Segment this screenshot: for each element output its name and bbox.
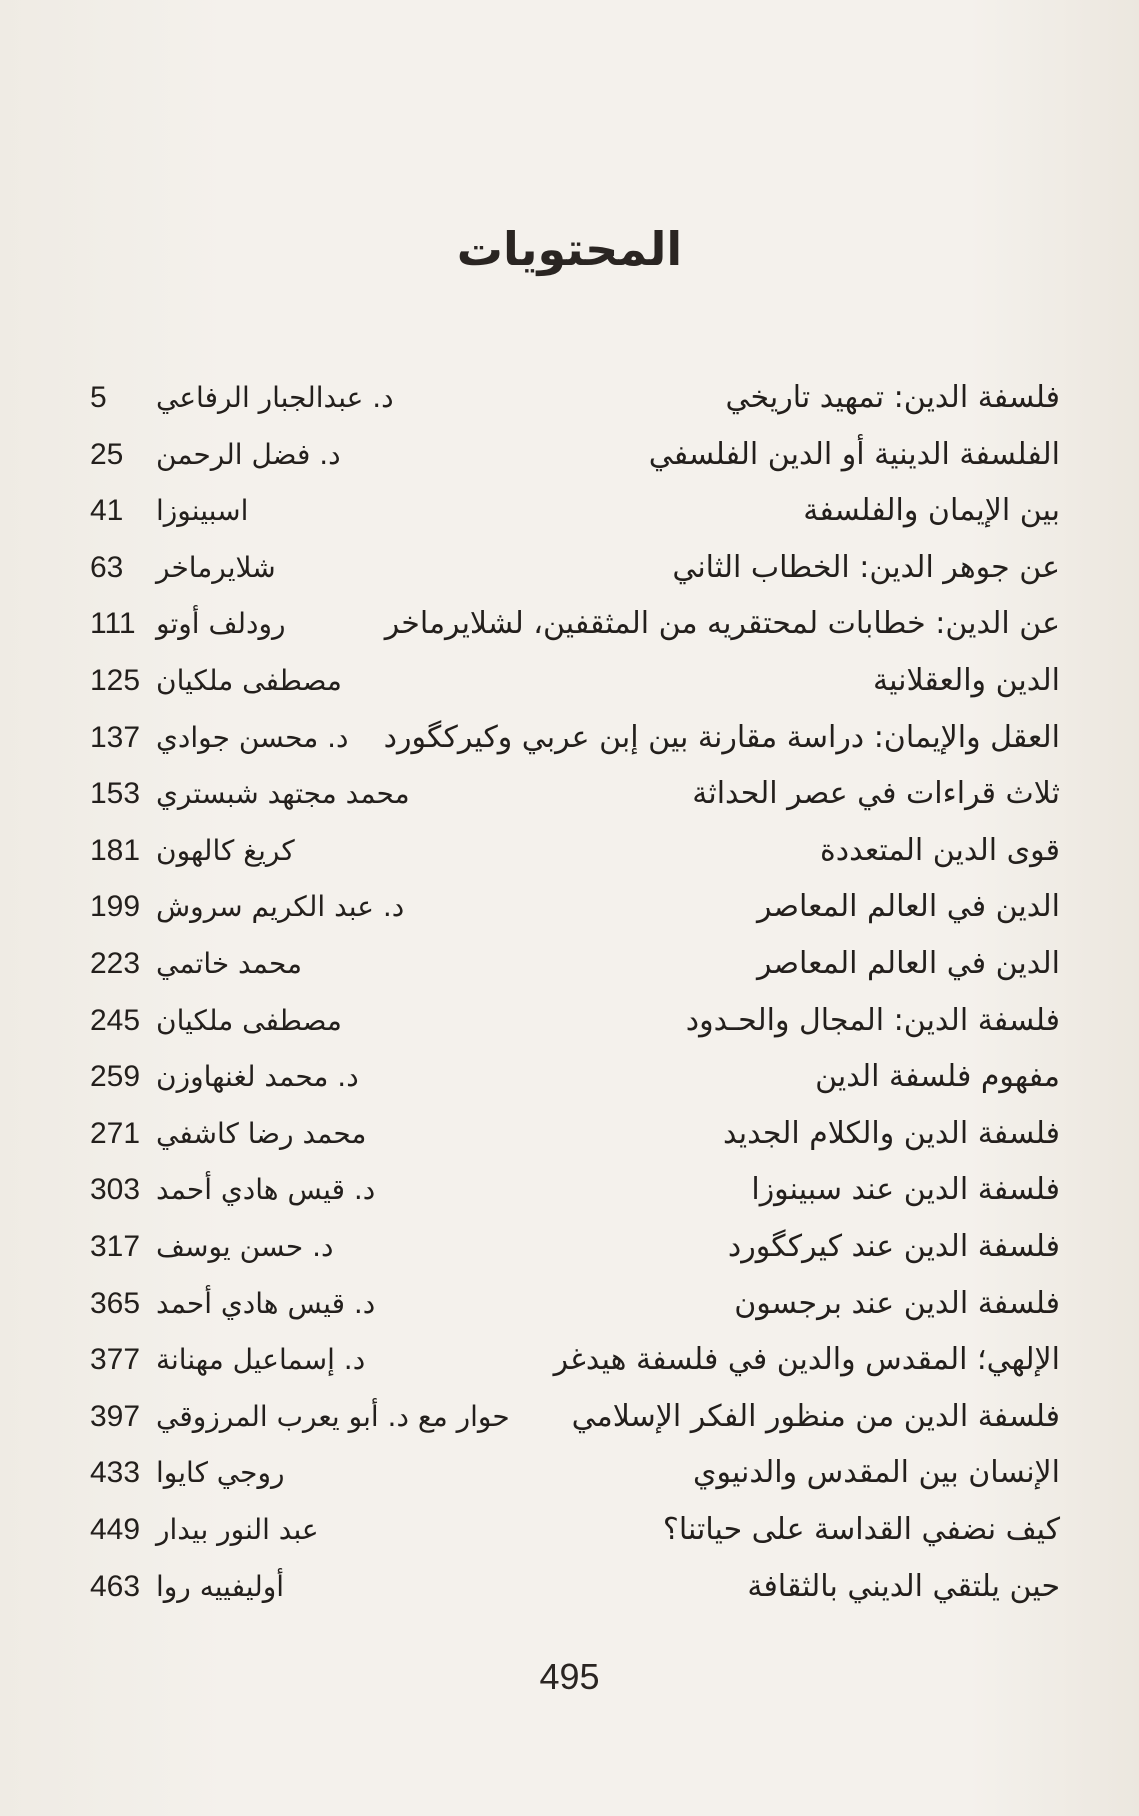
toc-entry-meta [90, 823, 450, 879]
toc-entry [90, 427, 1060, 483]
toc-entry-meta [90, 1389, 510, 1445]
toc-entry-page: 377 [90, 1343, 141, 1377]
toc-entry-meta [90, 1049, 450, 1105]
toc-entry-title: فلسفة الدين عند سبينوزا [751, 1172, 1060, 1208]
toc-entry-author: أوليفييه روا [156, 1569, 285, 1603]
toc-entry-title: فلسفة الدين عند كيركگورد [727, 1229, 1060, 1264]
toc-entry [90, 823, 1060, 879]
toc-entry [90, 1162, 1060, 1218]
toc-entry [90, 993, 1060, 1049]
toc-entry-title: فلسفة الدين: تمهيد تاريخي [725, 380, 1060, 415]
toc-entry-meta [90, 483, 450, 539]
toc-entry-page: 153 [90, 777, 141, 811]
toc-entry-page: 317 [90, 1230, 141, 1263]
toc-entry-page: 125 [90, 664, 141, 697]
toc-entry-author: د. قيس هادي أحمد [156, 1286, 376, 1320]
toc-entry-meta [90, 427, 450, 483]
toc-entry [90, 1559, 1060, 1615]
toc-entry-author: د. إسماعيل مهنانة [156, 1343, 366, 1377]
toc-entry-author: رودلف أوتو [156, 607, 286, 641]
page-title: المحتويات [456, 222, 683, 276]
toc-entry-author: محمد مجتهد شبستري [156, 777, 410, 811]
toc-entry-title: الفلسفة الدينية أو الدين الفلسفي [648, 436, 1060, 472]
toc-entry-page: 223 [90, 947, 141, 980]
toc-entry [90, 1332, 1060, 1388]
toc-entry-meta [90, 1276, 450, 1332]
toc-entry-meta [90, 1106, 450, 1162]
toc-entry-title: عن الدين: خطابات لمحتقريه من المثقفين، لشلايرماخر [384, 606, 1060, 642]
toc-entry-author: محمد خاتمي [156, 947, 303, 980]
toc-entry-meta [90, 766, 450, 822]
toc-entry-title: مفهوم فلسفة الدين [815, 1059, 1060, 1095]
toc-entry-meta [90, 993, 450, 1049]
toc-entry-meta [90, 936, 450, 992]
toc-entry-page: 5 [90, 381, 107, 414]
toc-entry [90, 653, 1060, 709]
toc-entry-meta [90, 1559, 450, 1615]
toc-entry-meta [90, 1162, 450, 1218]
toc-entry [90, 1276, 1060, 1332]
toc-entry-author: مصطفى ملكيان [156, 1003, 342, 1037]
toc-entry [90, 710, 1060, 766]
page-number: 495 [539, 1656, 600, 1697]
toc-entry-author: مصطفى ملكيان [156, 664, 342, 697]
toc-entry-page: 463 [90, 1569, 141, 1603]
toc-entry-title: فلسفة الدين من منظور الفكر الإسلامي [571, 1398, 1060, 1434]
toc-entry-page: 397 [90, 1399, 141, 1433]
toc-entry-page: 25 [90, 437, 124, 471]
table-of-contents [90, 370, 1060, 1620]
toc-entry-title: فلسفة الدين والكلام الجديد [722, 1115, 1060, 1151]
toc-entry-author: د. حسن يوسف [156, 1230, 334, 1263]
toc-entry-title: العقل والإيمان: دراسة مقارنة بين إبن عربي وكيركگورد [383, 719, 1060, 755]
toc-entry-page: 365 [90, 1286, 141, 1320]
toc-entry-title: ثلاث قراءات في عصر الحداثة [692, 776, 1060, 812]
toc-entry-page: 41 [90, 494, 124, 528]
toc-entry [90, 1049, 1060, 1105]
toc-entry-meta [90, 1502, 450, 1558]
toc-entry-meta [90, 596, 450, 652]
toc-entry-title: الدين والعقلانية [873, 663, 1060, 698]
toc-entry-author: د. محسن جوادي [156, 720, 349, 754]
toc-entry-author: عبد النور بيدار [156, 1513, 319, 1546]
toc-entry-meta [90, 653, 450, 709]
toc-entry-meta [90, 540, 450, 596]
toc-entry-title: فلسفة الدين عند برجسون [734, 1285, 1060, 1321]
toc-entry-title: فلسفة الدين: المجال والحـدود [685, 1002, 1060, 1038]
toc-entry-author: د. عبد الكريم سروش [156, 890, 405, 924]
toc-entry-author: روجي كايوا [156, 1456, 285, 1490]
toc-entry-title: كيف نضفي القداسة على حياتنا؟ [662, 1512, 1060, 1547]
toc-entry [90, 936, 1060, 992]
toc-entry-page: 271 [90, 1116, 141, 1150]
toc-entry-meta [90, 879, 450, 935]
toc-entry-author: د. عبدالجبار الرفاعي [156, 381, 394, 414]
toc-entry [90, 766, 1060, 822]
toc-entry [90, 1445, 1060, 1501]
toc-entry-page: 259 [90, 1060, 141, 1094]
toc-entry-meta [90, 1219, 450, 1275]
toc-entry-author: حوار مع د. أبو يعرب المرزوقي [156, 1399, 510, 1433]
toc-entry-page: 111 [90, 607, 136, 641]
toc-entry-title: الدين في العالم المعاصر [756, 946, 1060, 981]
toc-entry-author: محمد رضا كاشفي [156, 1116, 367, 1150]
toc-entry-author: كريغ كالهون [156, 833, 295, 867]
toc-entry-page: 303 [90, 1173, 141, 1207]
toc-entry [90, 596, 1060, 652]
toc-entry-meta [90, 1332, 450, 1388]
toc-entry-meta [90, 1445, 450, 1501]
toc-entry [90, 483, 1060, 539]
toc-entry-title: بين الإيمان والفلسفة [803, 493, 1060, 529]
toc-entry-page: 181 [90, 833, 141, 867]
toc-entry [90, 1219, 1060, 1275]
toc-entry-page: 63 [90, 550, 124, 584]
toc-entry-author: د. قيس هادي أحمد [156, 1173, 376, 1207]
toc-entry-meta [90, 710, 450, 766]
toc-entry-page: 449 [90, 1513, 141, 1546]
toc-entry [90, 1502, 1060, 1558]
toc-entry-author: د. فضل الرحمن [156, 437, 341, 471]
toc-entry [90, 1389, 1060, 1445]
toc-entry-author: د. محمد لغنهاوزن [156, 1060, 359, 1094]
toc-entry [90, 370, 1060, 426]
toc-entry [90, 540, 1060, 596]
toc-entry-author: شلايرماخر [156, 550, 276, 584]
toc-entry-title: حين يلتقي الديني بالثقافة [747, 1568, 1060, 1604]
toc-entry-page: 433 [90, 1456, 141, 1490]
toc-entry-page: 199 [90, 890, 141, 924]
toc-entry [90, 1106, 1060, 1162]
toc-entry-page: 245 [90, 1003, 141, 1037]
toc-entry [90, 879, 1060, 935]
toc-entry-title: الإنسان بين المقدس والدنيوي [692, 1455, 1060, 1491]
toc-entry-author: اسبينوزا [156, 494, 249, 528]
toc-entry-title: قوى الدين المتعددة [820, 832, 1060, 868]
toc-entry-title: الإلهي؛ المقدس والدين في فلسفة هيدغر [553, 1342, 1060, 1378]
toc-entry-meta [90, 370, 450, 426]
toc-entry-page: 137 [90, 720, 141, 754]
toc-entry-title: الدين في العالم المعاصر [756, 889, 1060, 925]
toc-entry-title: عن جوهر الدين: الخطاب الثاني [672, 549, 1060, 585]
